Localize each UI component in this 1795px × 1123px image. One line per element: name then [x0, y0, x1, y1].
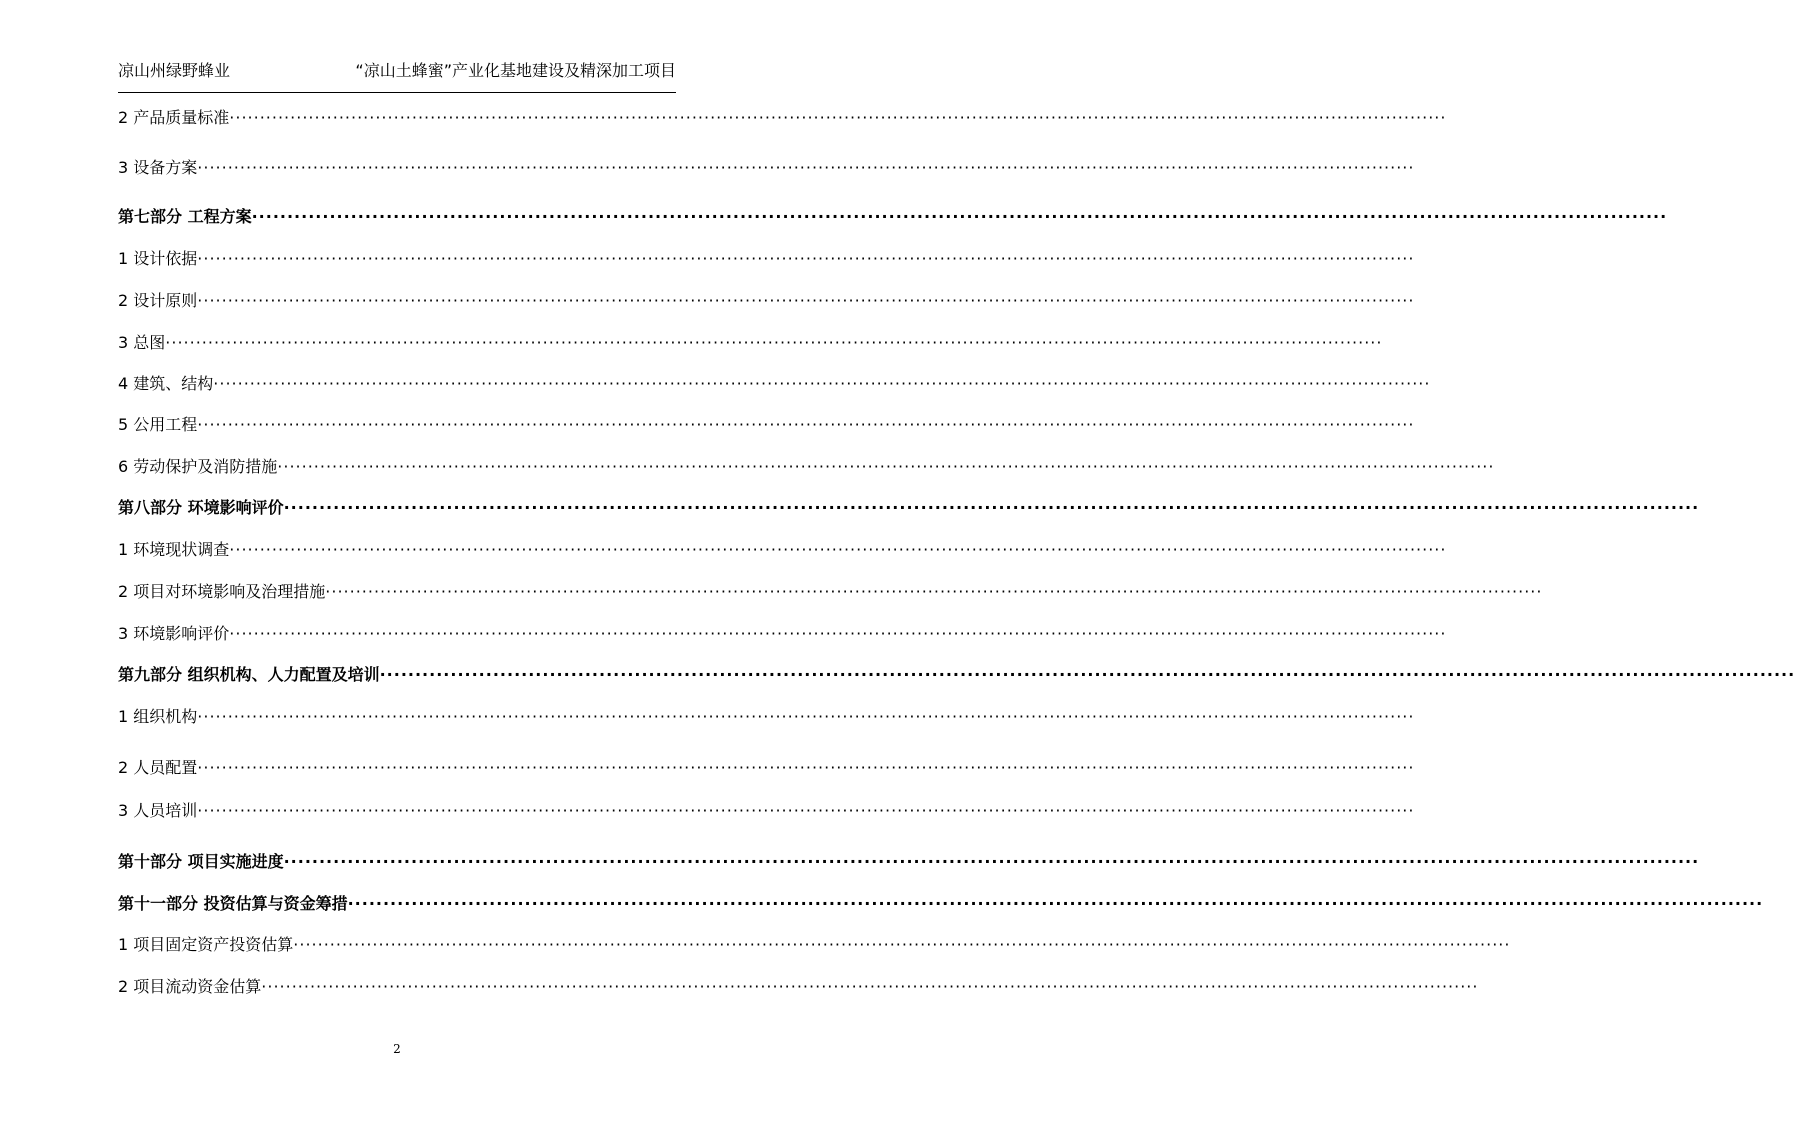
- leader-dots: ········································································································································································································: [261, 977, 1479, 996]
- toc-item[interactable]: 2 项目对环境影响及治理措施········································································································································································································: [118, 582, 1543, 601]
- toc-section[interactable]: 第七部分 工程方案········································································································································································································: [118, 207, 1668, 226]
- leader-dots: ········································································································································································································: [325, 582, 1543, 601]
- toc-section[interactable]: 第十部分 项目实施进度········································································································································································································: [118, 852, 1700, 871]
- page-header: [118, 56, 676, 93]
- toc-item[interactable]: 3 设备方案········································································································································································································: [118, 158, 1415, 177]
- toc-item[interactable]: 4 建筑、结构········································································································································································································: [118, 374, 1431, 393]
- leader-dots: ········································································································································································································: [165, 333, 1383, 352]
- leader-dots: ········································································································································································································: [283, 498, 1700, 517]
- leader-dots: ········································································································································································································: [197, 758, 1415, 777]
- leader-dots: ········································································································································································································: [197, 291, 1415, 310]
- leader-dots: ········································································································································································································: [229, 540, 1447, 559]
- toc-item[interactable]: 5 公用工程········································································································································································································: [118, 415, 1415, 434]
- toc-section[interactable]: 第八部分 环境影响评价········································································································································································································: [118, 498, 1700, 517]
- header-project-title: “凉山土蜂蜜”产业化基地建设及精深加工项目: [355, 61, 676, 80]
- leader-dots: ········································································································································································································: [251, 207, 1668, 226]
- toc-item[interactable]: 1 项目固定资产投资估算········································································································································································································: [118, 935, 1511, 954]
- leader-dots: ········································································································································································································: [197, 249, 1415, 268]
- toc-item[interactable]: 2 项目流动资金估算········································································································································································································: [118, 977, 1479, 996]
- leader-dots: ········································································································································································································: [379, 665, 1795, 684]
- toc-item[interactable]: 6 劳动保护及消防措施········································································································································································································: [118, 457, 1495, 476]
- leader-dots: ········································································································································································································: [197, 801, 1415, 820]
- leader-dots: ········································································································································································································: [213, 374, 1431, 393]
- leader-dots: ········································································································································································································: [277, 457, 1495, 476]
- toc-item[interactable]: 2 设计原则········································································································································································································: [118, 291, 1415, 310]
- toc-item[interactable]: 2 人员配置········································································································································································································: [118, 758, 1415, 777]
- toc-section[interactable]: 第十一部分 投资估算与资金筹措········································································································································································································: [118, 894, 1764, 913]
- leader-dots: ········································································································································································································: [197, 158, 1415, 177]
- toc-item[interactable]: 3 人员培训········································································································································································································: [118, 801, 1415, 820]
- leader-dots: ········································································································································································································: [197, 707, 1415, 726]
- leader-dots: ········································································································································································································: [229, 624, 1447, 643]
- header-company: 凉山州绿野蜂业: [118, 61, 231, 80]
- toc-item[interactable]: 1 组织机构········································································································································································································: [118, 707, 1415, 726]
- toc-item[interactable]: 3 总图········································································································································································································: [118, 333, 1383, 352]
- page-number: 2: [393, 1042, 401, 1056]
- toc-item[interactable]: 3 环境影响评价········································································································································································································: [118, 624, 1447, 643]
- toc-item[interactable]: 2 产品质量标准········································································································································································································: [118, 108, 1447, 127]
- toc-section[interactable]: 第九部分 组织机构、人力配置及培训········································································································································································································: [118, 665, 1795, 684]
- leader-dots: ········································································································································································································: [197, 415, 1415, 434]
- leader-dots: ········································································································································································································: [347, 894, 1764, 913]
- leader-dots: ········································································································································································································: [229, 108, 1447, 127]
- toc-item[interactable]: 1 环境现状调查········································································································································································································: [118, 540, 1447, 559]
- leader-dots: ········································································································································································································: [293, 935, 1511, 954]
- leader-dots: ········································································································································································································: [283, 852, 1700, 871]
- toc-item[interactable]: 1 设计依据········································································································································································································: [118, 249, 1415, 268]
